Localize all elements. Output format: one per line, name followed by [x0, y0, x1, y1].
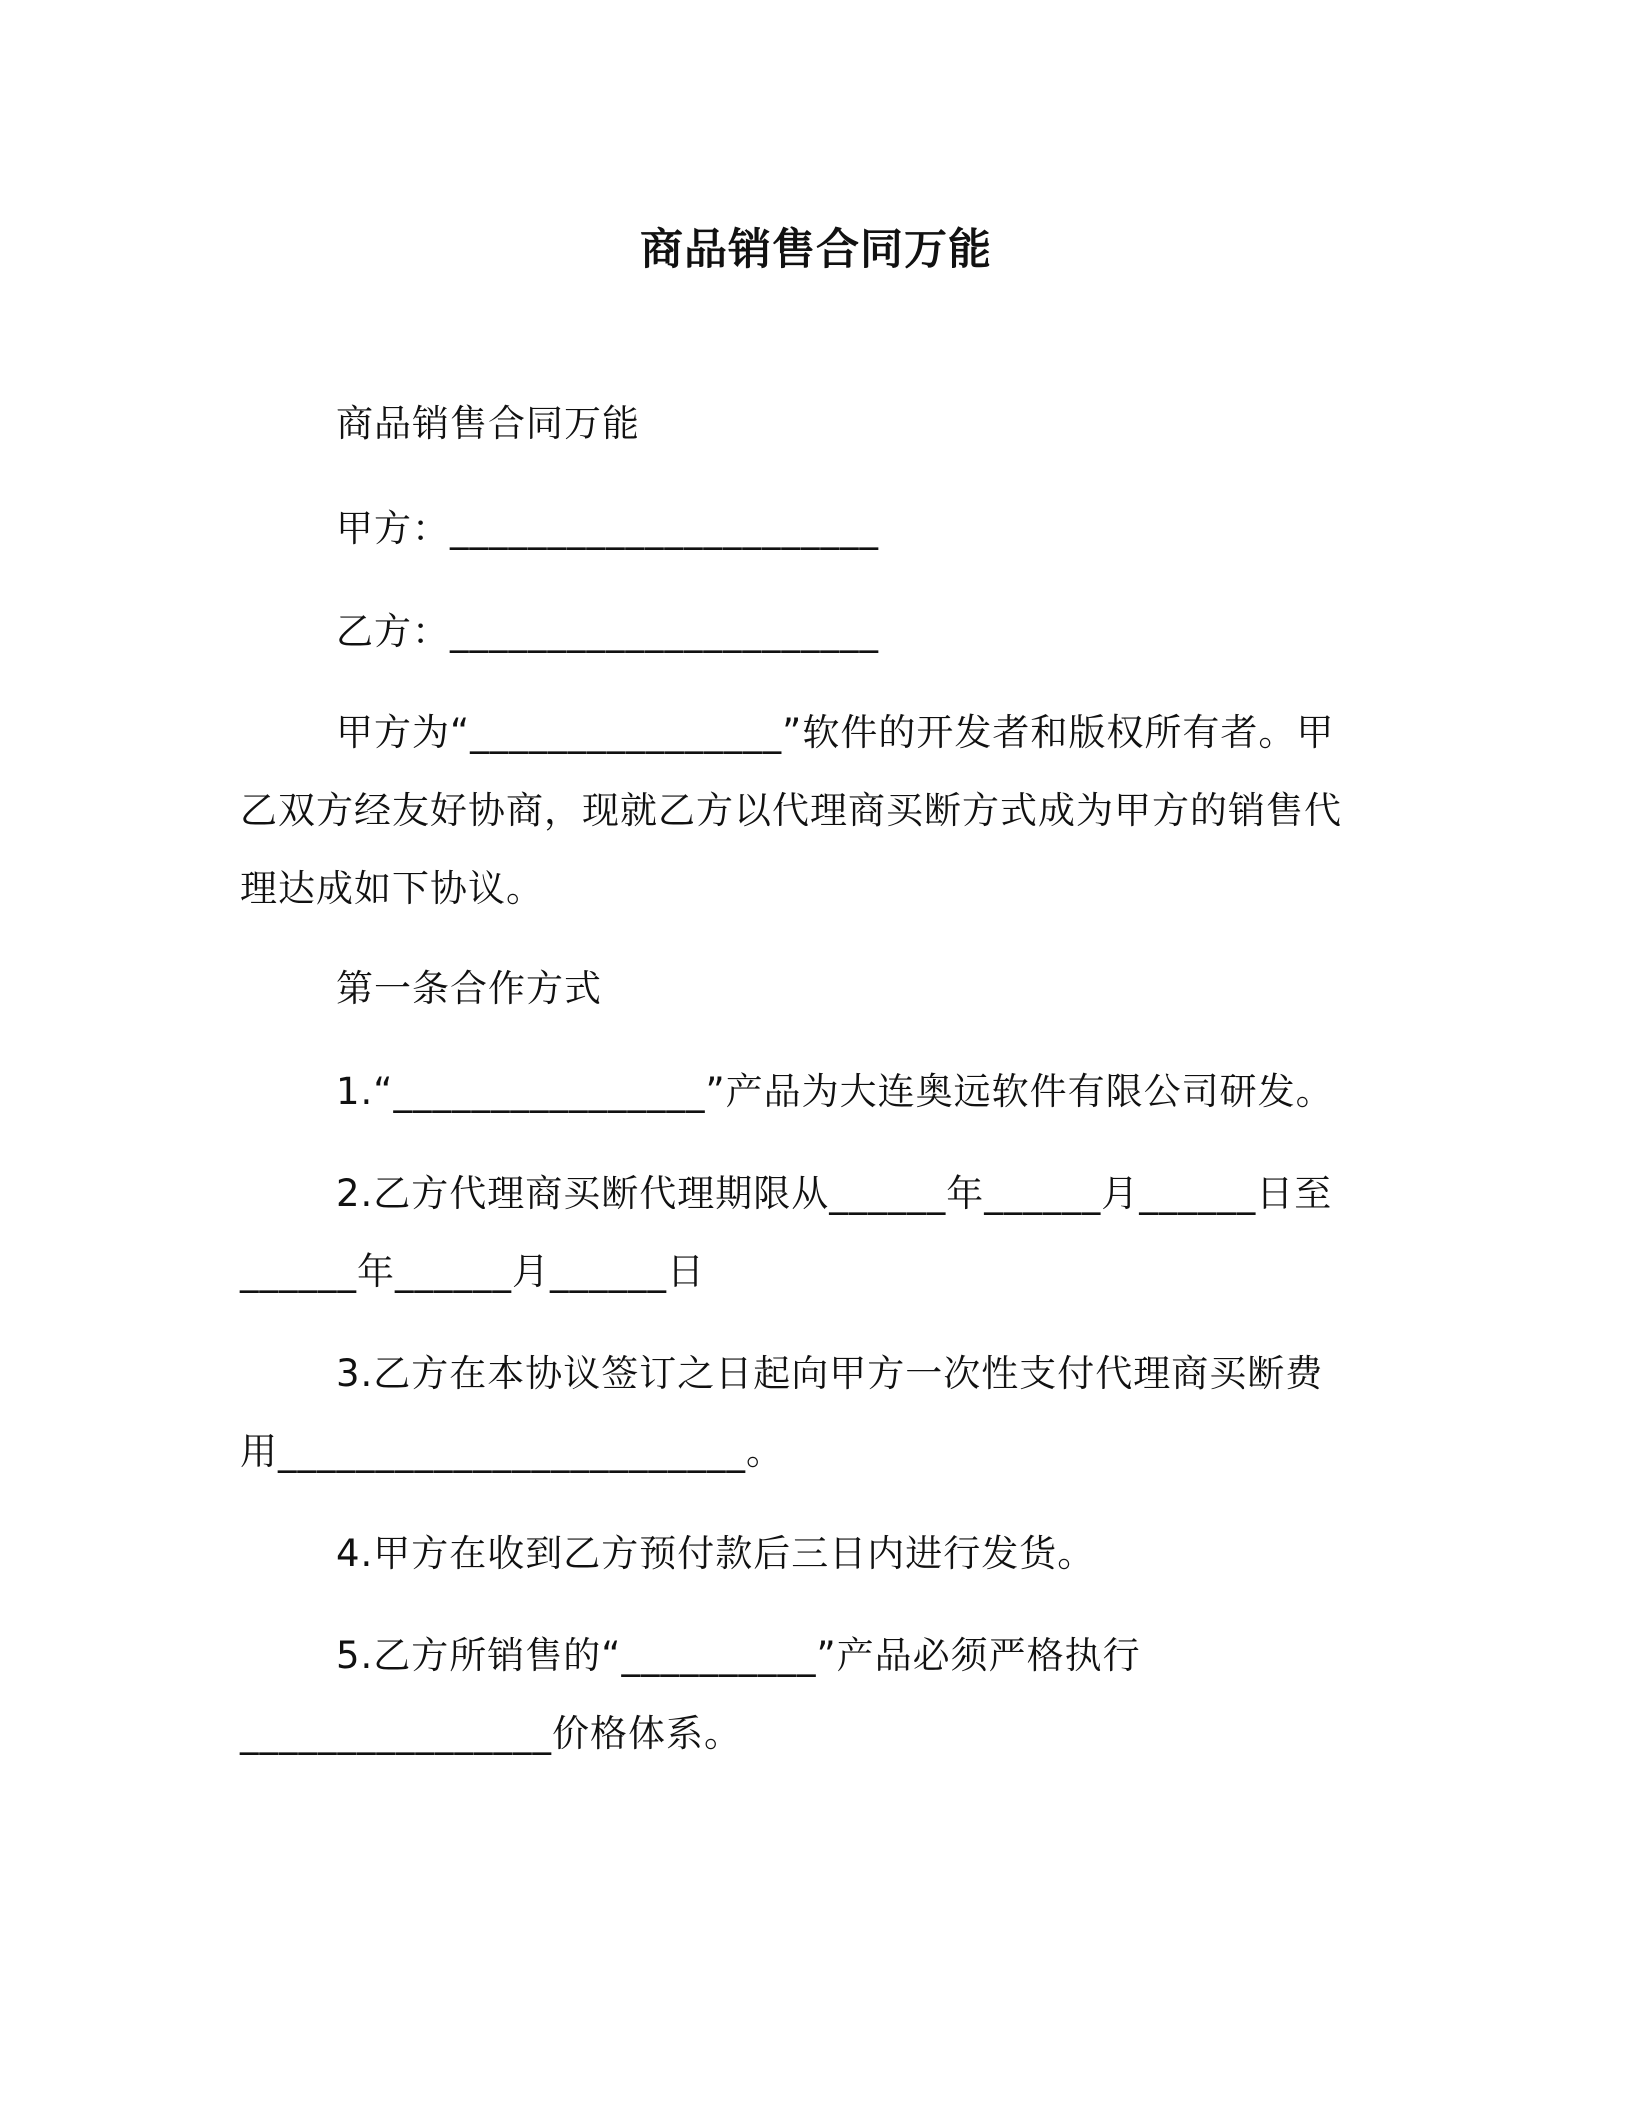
preamble-paragraph: 甲方为“________________”软件的开发者和版权所有者。甲乙双方经友好协商，现就乙方以代理商买断方式成为甲方的销售代理达成如下协议。 [240, 711, 1342, 910]
document-title: 商品销售合同万能 [640, 225, 992, 275]
clause-3: 3.乙方在本协议签订之日起向甲方一次性支付代理商买断费用________________________。 [240, 1352, 1324, 1473]
party-b-line: 乙方：______________________ [336, 610, 879, 653]
contract-heading: 商品销售合同万能 [336, 402, 640, 445]
party-a-line: 甲方：______________________ [336, 507, 879, 550]
clause-1: 1.“________________”产品为大连奥远软件有限公司研发。 [336, 1070, 1334, 1113]
clause-2: 2.乙方代理商买断代理期限从______年______月______日至______年______月______日 [240, 1172, 1333, 1293]
clause-4: 4.甲方在收到乙方预付款后三日内进行发货。 [336, 1532, 1096, 1575]
article-one-heading: 第一条合作方式 [336, 967, 602, 1010]
clause-5: 5.乙方所销售的“__________”产品必须严格执行________________价格体系。 [240, 1634, 1141, 1755]
